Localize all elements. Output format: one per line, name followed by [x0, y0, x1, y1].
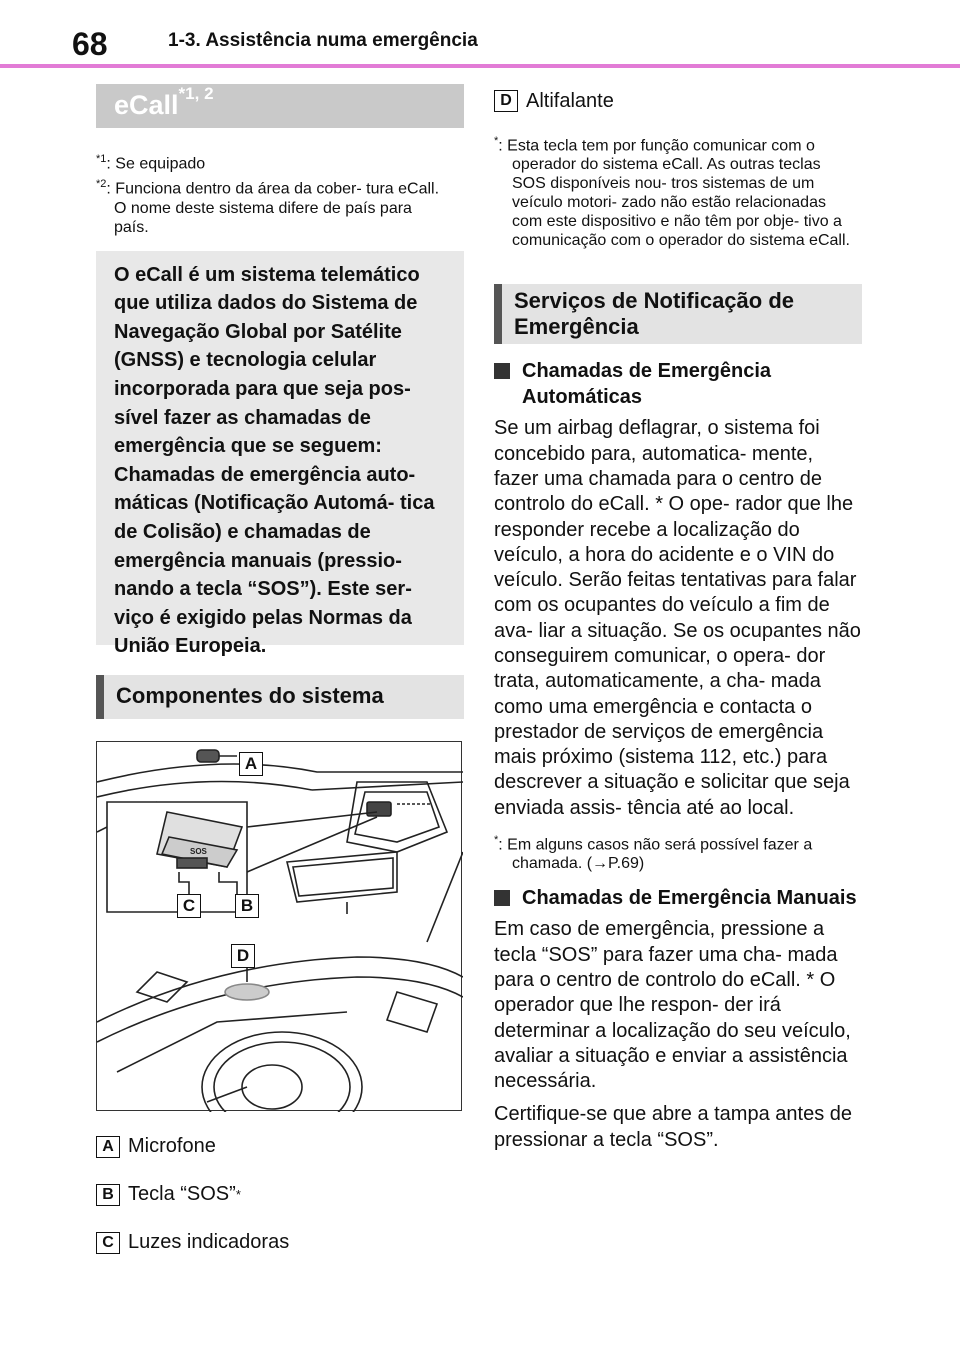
- sos-footnote: [494, 132, 856, 250]
- note-1-mark: *1: [96, 153, 107, 165]
- ecall-heading-sup: *1, 2: [178, 84, 214, 103]
- note-1: [96, 150, 464, 173]
- header-rule: [0, 64, 960, 68]
- manual-calls-heading: [494, 885, 862, 911]
- illus-label-c: C: [177, 894, 201, 918]
- section-title: 1-3. Assistência numa emergência: [168, 30, 478, 51]
- components-heading-text: Componentes do sistema: [116, 682, 384, 708]
- component-b: [96, 1171, 464, 1219]
- ecall-heading: [96, 84, 464, 128]
- bullet-square-icon: [494, 363, 510, 379]
- component-b-sup: *: [235, 1187, 241, 1203]
- sos-footnote-mark: *: [494, 135, 499, 147]
- component-c: [96, 1219, 464, 1267]
- component-b-label: B: [96, 1184, 120, 1206]
- intro-text: O eCall é um sistema telemático que utiliza dados do Sistema de Navegação Global por Satélite (GNSS) e tecnologia celular incorporada para que seja pos- sível fazer as chamadas de emergência que se seguem: Chamadas de emergência auto- máticas (Notificação Automá- tica de Colisão) e chamadas de emergência manuais (pressio- nando a tecla “SOS”). Este ser- viço é exigido pelas Normas da União Europeia.: [114, 263, 435, 658]
- system-illustration: [96, 741, 462, 1111]
- component-a-label: A: [96, 1136, 120, 1158]
- manual-calls-text: Em caso de emergência, pressione a tecla “SOS” para fazer uma cha- mada para o centro de controlo do eCall. * O operador que lhe respon- der irá determinar a localização do seu veículo, avaliar a situação e enviar a assistência necessária.: [494, 918, 851, 1093]
- note-2: [96, 175, 446, 236]
- illus-label-a: A: [239, 752, 263, 776]
- component-c-text: Luzes indicadoras: [128, 1231, 290, 1254]
- services-heading-text: Serviços de Notificação de Emergência: [514, 288, 794, 340]
- components-heading: [96, 675, 464, 719]
- component-c-label: C: [96, 1232, 120, 1254]
- bullet-square-icon: [494, 890, 510, 906]
- component-a-text: Microfone: [128, 1135, 216, 1158]
- left-column: [96, 84, 464, 1267]
- right-column: [494, 84, 862, 1153]
- page-header: [0, 0, 960, 70]
- component-d-text: Altifalante: [526, 89, 614, 112]
- ecall-heading-text: eCall: [114, 90, 179, 120]
- component-a: [96, 1123, 464, 1171]
- manual-calls-heading-text: Chamadas de Emergência Manuais: [522, 887, 857, 910]
- manual-calls-text-2: Certifique-se que abre a tampa antes de pressionar a tecla “SOS”.: [494, 1103, 852, 1151]
- car-interior-drawing: [97, 742, 463, 1112]
- component-d: [494, 84, 862, 118]
- sos-key-label: SOS: [190, 846, 207, 856]
- intro-box: [96, 251, 464, 658]
- sos-footnote-text: : Esta tecla tem por função comunicar com o operador do sistema eCall. As outras teclas SOS disponíveis nou- tros sistemas de um veículo motori- zado não estão relacionadas com este dispositivo e não têm por obje- tivo a comunicação com o operador do sistema eCall.: [498, 137, 850, 250]
- note-1-text: : Se equipado: [106, 155, 206, 173]
- note-2-text: : Funciona dentro da área da cober- tura eCall. O nome deste sistema difere de país para país.: [106, 180, 440, 236]
- auto-calls-text: Se um airbag deflagrar, o sistema foi concebido para, automatica- mente, fazer uma chamada para o centro de controlo do eCall. * O ope- rador que lhe responder recebe a localização do veículo, a hora do acidente e o VIN do veículo. Serão feitas tentativas para falar com os ocupantes do veículo a fim de ava- liar a situação. Se os ocupantes não conseguirem comunicar, o opera- dor trata, automaticamente, a cha- mada como uma emergência e contacta o prestador de serviços de emergência mais próximo (sistema 112, etc.) para descrever a situação e solicitar que seja enviada assis- tência até ao local.: [494, 417, 861, 819]
- illus-label-d: D: [231, 944, 255, 968]
- auto-calls-heading-text: Chamadas de Emergência Automáticas: [522, 360, 771, 409]
- components-list: [96, 1123, 464, 1267]
- auto-calls-note-mark: *: [494, 834, 499, 847]
- auto-calls-note-text: : Em alguns casos não será possível fazer a chamada. (→P.69): [498, 836, 813, 873]
- auto-calls-note: [494, 831, 862, 873]
- note-2-mark: *2: [96, 178, 107, 191]
- services-heading: [494, 284, 862, 344]
- auto-calls-heading: [494, 358, 862, 410]
- component-b-text: Tecla “SOS”: [128, 1183, 236, 1206]
- illus-label-b: B: [235, 894, 259, 918]
- page-number: 68: [72, 26, 108, 62]
- component-d-label: D: [494, 90, 518, 112]
